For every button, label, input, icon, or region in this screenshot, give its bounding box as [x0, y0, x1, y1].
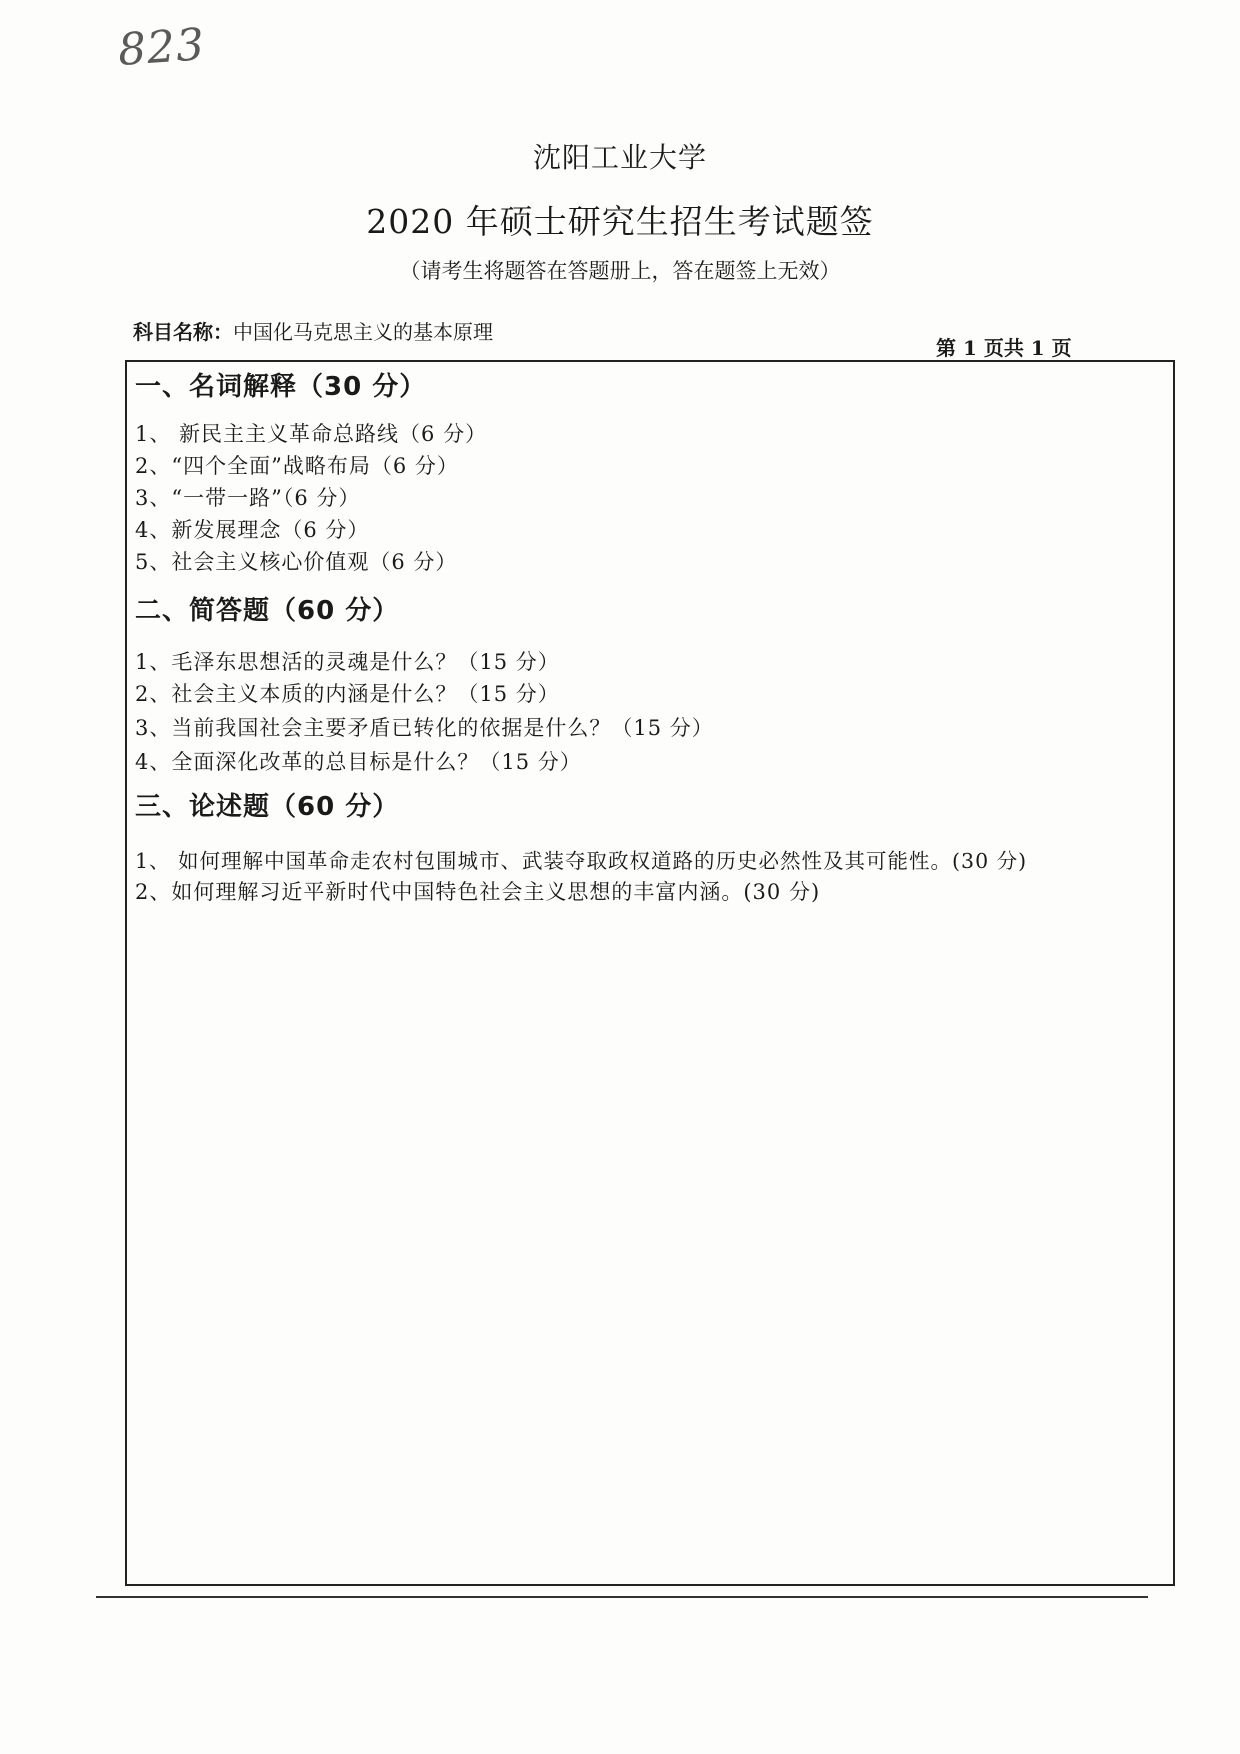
question-item: 2、社会主义本质的内涵是什么？（15 分）	[135, 682, 560, 706]
frame-divider	[96, 1596, 1148, 1598]
question-item: 1、毛泽东思想活的灵魂是什么？（15 分）	[135, 650, 560, 674]
question-item: 1、 新民主主义革命总路线（6 分）	[135, 422, 488, 446]
question-item: 4、新发展理念（6 分）	[135, 518, 370, 542]
question-item: 1、 如何理解中国革命走农村包围城市、武装夺取政权道路的历史必然性及其可能性。(30 分)	[135, 849, 1028, 873]
subject-line	[133, 316, 493, 345]
page-number: 第 1 页共 1 页	[936, 336, 1072, 360]
section-title-terms: 一、名词解释（30 分）	[135, 372, 427, 402]
question-item: 3、当前我国社会主要矛盾已转化的依据是什么？（15 分）	[135, 716, 714, 740]
section-title-short-answer: 二、简答题（60 分）	[135, 596, 400, 626]
exam-title: 2020 年硕士研究生招生考试题签	[366, 202, 874, 241]
question-item: 3、“一带一路”（6 分）	[135, 486, 361, 510]
question-item: 5、社会主义核心价值观（6 分）	[135, 550, 458, 574]
question-item: 4、全面深化改革的总目标是什么？（15 分）	[135, 750, 582, 774]
university-name: 沈阳工业大学	[532, 141, 707, 174]
question-item: 2、如何理解习近平新时代中国特色社会主义思想的丰富内涵。(30 分)	[135, 880, 821, 904]
section-title-essay: 三、论述题（60 分）	[135, 792, 400, 822]
question-item: 2、“四个全面”战略布局（6 分）	[135, 454, 459, 478]
subject-name: 中国化马克思主义的基本原理	[233, 320, 493, 344]
subject-label: 科目名称：	[133, 320, 233, 344]
exam-notice: （请考生将题答在答题册上，答在题签上无效）	[399, 259, 841, 283]
handwritten-note: 823	[116, 19, 207, 76]
